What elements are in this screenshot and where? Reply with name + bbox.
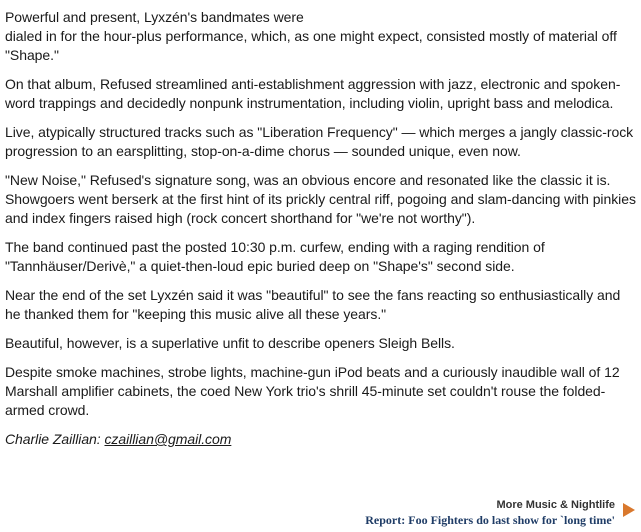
more-music-nightlife: [365, 498, 615, 528]
article-paragraph: [5, 8, 637, 65]
article-paragraph: On that album, Refused streamlined anti-establishment aggression with jazz, electronic and spoken-word trappings and decidedly nonpunk instrumentation, including violin, upright bass and melodica.: [5, 76, 621, 111]
article-paragraph: Near the end of the set Lyxzén said it was "beautiful" to see the fans reacting so enthusiastically and he thanked them for "keeping this music alive all these years.": [5, 287, 621, 322]
article-paragraph: Despite smoke machines, strobe lights, machine-gun iPod beats and a curiously inaudible wall of 12 Marshall amplifier cabinets, the coed New York trio's shrill 45-minute set couldn't rouse the folded-armed crowd.: [5, 364, 620, 418]
article-paragraph: "New Noise," Refused's signature song, was an obvious encore and resonated like the classic it is. Showgoers went berserk at the first hint of its prickly central riff, pogoing and slam-dancing with pinkies and index fingers raised high (rock concert shorthand for "we're not worthy").: [5, 172, 636, 226]
article-paragraph: Live, atypically structured tracks such as "Liberation Frequency" — which merges a jangly classic-rock progression to an earsplitting, stop-on-a-dime chorus — sounded unique, even now.: [5, 124, 634, 159]
paragraph-line: dialed in for the hour-plus performance, which, as one might expect, consisted mostly of material off "Shape.": [5, 28, 617, 63]
article-body: [5, 8, 637, 459]
article-paragraph: Beautiful, however, is a superlative unfit to describe openers Sleigh Bells.: [5, 335, 455, 351]
byline: [5, 430, 637, 449]
play-arrow-icon[interactable]: [623, 503, 635, 517]
byline-name: Charlie Zaillian:: [5, 431, 105, 447]
more-heading: More Music & Nightlife: [496, 499, 615, 511]
byline-email-link[interactable]: czaillian@gmail.com: [104, 431, 232, 447]
paragraph-line: Powerful and present, Lyxzén's bandmates were: [5, 9, 304, 25]
article-paragraph: The band continued past the posted 10:30 p.m. curfew, ending with a raging rendition of "Tannhäuser/Derivè," a quiet-then-loud epic buried deep on "Shape's" second side.: [5, 239, 545, 274]
related-story-link[interactable]: Report: Foo Fighters do last show for `long time': [365, 513, 615, 527]
